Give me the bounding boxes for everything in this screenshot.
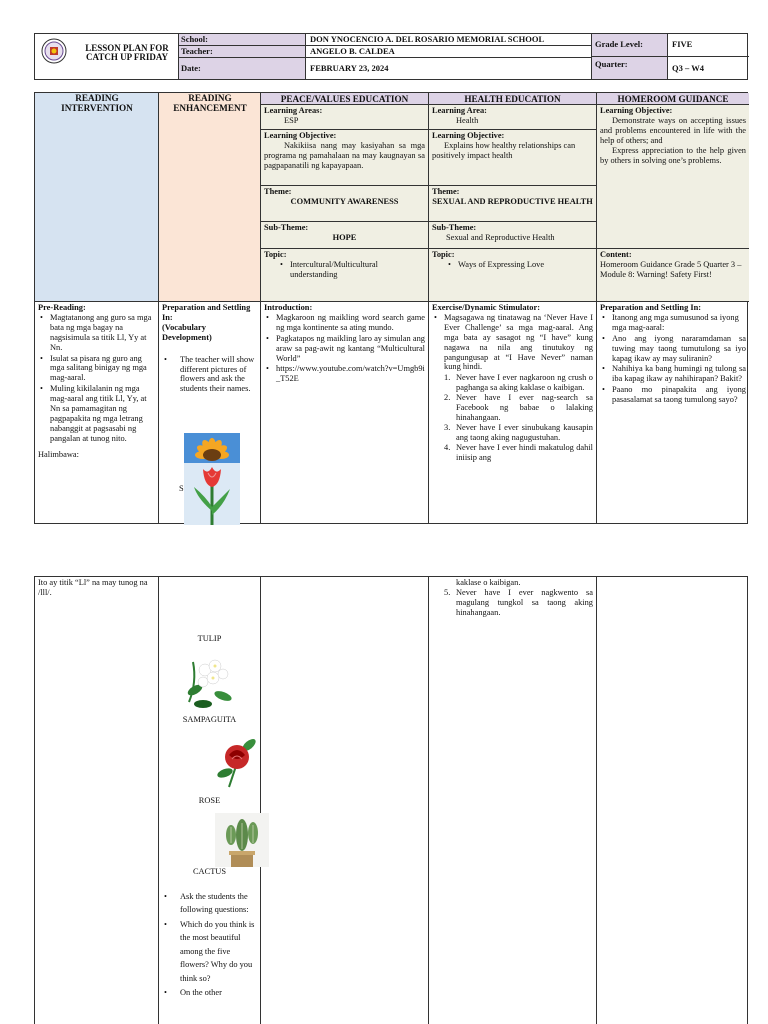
enhancement-prep-label: Preparation and Settling In: xyxy=(162,303,251,322)
peace-theme-label: Theme: xyxy=(264,187,292,196)
reading-prereading xyxy=(35,302,158,461)
enhancement-ask-item: • Which do you think is the most beautiful among the five flowers? Why do you think so? xyxy=(162,918,257,985)
health-theme-value: SEXUAL AND REPRODUCTIVE HEALTH xyxy=(432,196,593,206)
homeroom-prep-item: • Itanong ang mga sumusunod sa iyong mga mag-aaral: xyxy=(600,313,746,333)
health-exercise-item-cont: kaklase o kaibigan. xyxy=(456,578,521,587)
prereading-item: • Isulat sa pisara ng guro ang mga salitang binigay ng mga mag-aaral. xyxy=(38,354,155,384)
school-label: School: xyxy=(179,34,305,45)
lesson-grid-page1 xyxy=(34,92,748,524)
homeroom-prep-item: • Paano mo pinapakita ang iyong pasasalamat sa taong tumulong sayo? xyxy=(600,385,746,405)
peace-learning-areas-value: ESP xyxy=(284,115,299,125)
homeroom-prep-item: • Ano ang iyong nararamdaman sa tuwing may taong tumutulong sa iyo kapag ikaw ay may suliranin? xyxy=(600,334,746,364)
prereading-item: • Muling kikilalanin ng mga mag-aaral ang titik Ll, Yy, at Nn sa pamamagitan ng pagpapakita ng mga letrang nabanggit at pagsasabi ng pangalan at tunog nito. xyxy=(38,384,155,443)
health-topic-value: • Ways of Expressing Love xyxy=(446,260,593,270)
health-exercise-item: 3. Never have I ever sinubukang kausapin ang taong aking nagugustuhan. xyxy=(444,422,593,442)
lesson-grid-page2 xyxy=(34,576,748,1024)
homeroom-prep-label: Preparation and Settling In: xyxy=(600,303,702,312)
enhancement-ask xyxy=(159,889,260,1002)
health-exercise xyxy=(429,302,596,464)
peace-topic-value: • Intercultural/Multicultural understanding xyxy=(278,260,425,280)
school-value: DON YNOCENCIO A. DEL ROSARIO MEMORIAL SCHOOL xyxy=(310,34,545,44)
flower-caption-rose: ROSE xyxy=(198,796,221,805)
col-header-reading-intervention: READING INTERVENTION xyxy=(61,93,133,113)
health-learning-objective xyxy=(429,130,596,162)
peace-subtheme-value: HOPE xyxy=(332,232,357,242)
enhancement-prep xyxy=(159,302,260,396)
health-exercise-item: 5. Never have I ever nagkwento sa magulang tungkol sa taong aking hinahangaan. xyxy=(444,587,593,617)
flower-caption-cactus: CACTUS xyxy=(192,867,227,876)
health-subtheme-label: Sub-Theme: xyxy=(432,223,477,232)
peace-topic xyxy=(261,249,428,282)
tulip-image xyxy=(184,463,240,525)
enhancement-ask-item: • Ask the students the following questions: xyxy=(162,890,257,917)
rose-image xyxy=(215,733,263,789)
peace-intro-item: • Pagkatapos ng maikling laro ay simulan ang araw sa pag-awit ng kantang “Multicultural World” xyxy=(264,334,425,364)
health-learning-area-value: Health xyxy=(456,115,479,125)
prereading-label: Pre-Reading: xyxy=(38,303,86,312)
peace-intro-link[interactable]: • https://www.youtube.com/watch?v=Umgb9i_T52E xyxy=(264,364,425,384)
peace-learning-objective xyxy=(261,130,428,172)
peace-subtheme-label: Sub-Theme: xyxy=(264,223,309,232)
peace-objective-value: Nakikiisa nang may kasiyahan sa mga programa ng pamahalaan na may kaugnayan sa pagpapanatili ng kapayapaan. xyxy=(264,140,425,170)
health-exercise-item: 4. Never have I ever hindi makatulog dahil iniisip ang xyxy=(444,442,593,462)
date-value: FEBRUARY 23, 2024 xyxy=(310,63,389,73)
header-table xyxy=(34,33,748,80)
health-theme xyxy=(429,186,596,208)
lesson-title: LESSON PLAN FOR CATCH UP FRIDAY xyxy=(85,43,169,63)
health-subtheme xyxy=(429,222,596,244)
health-exercise-item: 2. Never have I ever nag-search sa Facebook ng babae o lalaking hinahangaan. xyxy=(444,393,593,422)
homeroom-content xyxy=(597,249,749,281)
homeroom-content-label: Content: xyxy=(600,250,632,259)
health-subtheme-value: Sexual and Reproductive Health xyxy=(446,232,555,242)
homeroom-learning-objective xyxy=(597,105,749,166)
quarter-label: Quarter: xyxy=(592,57,667,79)
health-topic xyxy=(429,249,596,272)
homeroom-content-value: Homeroom Guidance Grade 5 Quarter 3 – Module 8: Warning! Safety First! xyxy=(600,259,742,279)
peace-introduction xyxy=(261,302,428,386)
health-learning-area-label: Learning Area: xyxy=(432,106,487,115)
homeroom-objective-p1: Demonstrate ways on accepting issues and problems encountered in life with the help of others; and xyxy=(600,115,746,145)
health-exercise-item: 1. Never have I ever nagkaroon ng crush o paghanga sa aking kaklase o kaibigan. xyxy=(444,373,593,393)
grade-label: Grade Level: xyxy=(592,34,667,56)
grade-value: FIVE xyxy=(672,39,693,49)
homeroom-prep xyxy=(597,302,749,407)
health-learning-area xyxy=(429,105,596,127)
enhancement-ask-item: • On the other xyxy=(162,986,257,999)
sampaguita-image xyxy=(183,652,235,712)
flower-caption-tulip: TULIP xyxy=(197,634,222,643)
teacher-value: ANGELO B. CALDEA xyxy=(310,46,395,56)
health-objective-label: Learning Objective: xyxy=(432,131,505,140)
prereading-item: • Magtatanong ang guro sa mga bata ng mga bagay na nagsisimula sa titik Ll, Yy at Nn. xyxy=(38,313,155,353)
col-header-peace-values: PEACE/VALUES EDUCATION xyxy=(280,94,409,104)
teacher-label: Teacher: xyxy=(179,46,305,57)
health-exercise-intro: • Magsagawa ng tinatawag na ‘Never Have I Ever Challenge’ sa mga mag-aaral. Ang mga bata ay sasagot ng “I have” kung nagawa na nila ang tinutukoy ng pangungusap at “I Have Never” naman kung hindi. xyxy=(432,313,593,372)
flower-caption-sampaguita: SAMPAGUITA xyxy=(182,715,237,724)
health-topic-label: Topic: xyxy=(432,250,455,259)
example-label: Halimbawa: xyxy=(38,449,79,459)
peace-theme-value: COMMUNITY AWARENESS xyxy=(290,196,399,206)
health-theme-label: Theme: xyxy=(432,187,460,196)
reading-continued: Ito ay titik “Ll” na may tunog na /lll/. xyxy=(38,578,148,597)
cactus-image xyxy=(215,813,269,867)
homeroom-objective-p2: Express appreciation to the help given by others in solving one’s problems. xyxy=(600,145,746,165)
col-header-reading-enhancement: READING ENHANCEMENT xyxy=(173,93,247,113)
peace-subtheme xyxy=(261,222,428,244)
peace-intro-item: • Magkaroon ng maikling word search game ng mga kontinente sa ating mundo. xyxy=(264,313,425,333)
col-header-health-education: HEALTH EDUCATION xyxy=(464,94,561,104)
peace-objective-label: Learning Objective: xyxy=(264,131,337,140)
peace-learning-areas-label: Learning Areas: xyxy=(264,106,323,115)
deped-seal-icon xyxy=(41,38,67,64)
health-exercise-label: Exercise/Dynamic Stimulator: xyxy=(432,303,541,312)
enhancement-teacher-item: • The teacher will show different pictures of flowers and ask the students their names. xyxy=(162,355,257,395)
col-header-homeroom-guidance: HOMEROOM GUIDANCE xyxy=(617,94,729,104)
homeroom-objective-label: Learning Objective: xyxy=(600,106,673,115)
health-objective-line1: Explains how healthy relationships can xyxy=(444,140,576,150)
peace-theme xyxy=(261,186,428,208)
enhancement-vocab-label: (Vocabulary Development) xyxy=(162,322,212,342)
homeroom-prep-item: • Nahihiya ka bang humingi ng tulong sa iba kapag ikaw ay nahihirapan? Bakit? xyxy=(600,364,746,384)
peace-intro-label: Introduction: xyxy=(264,303,313,312)
quarter-value: Q3 – W4 xyxy=(672,63,704,73)
date-label: Date: xyxy=(179,58,305,79)
peace-learning-areas xyxy=(261,105,428,127)
partial-caption: S xyxy=(179,484,184,493)
peace-topic-label: Topic: xyxy=(264,250,287,259)
health-exercise-continued xyxy=(429,577,596,619)
health-objective-line2: positively impact health xyxy=(432,150,513,160)
